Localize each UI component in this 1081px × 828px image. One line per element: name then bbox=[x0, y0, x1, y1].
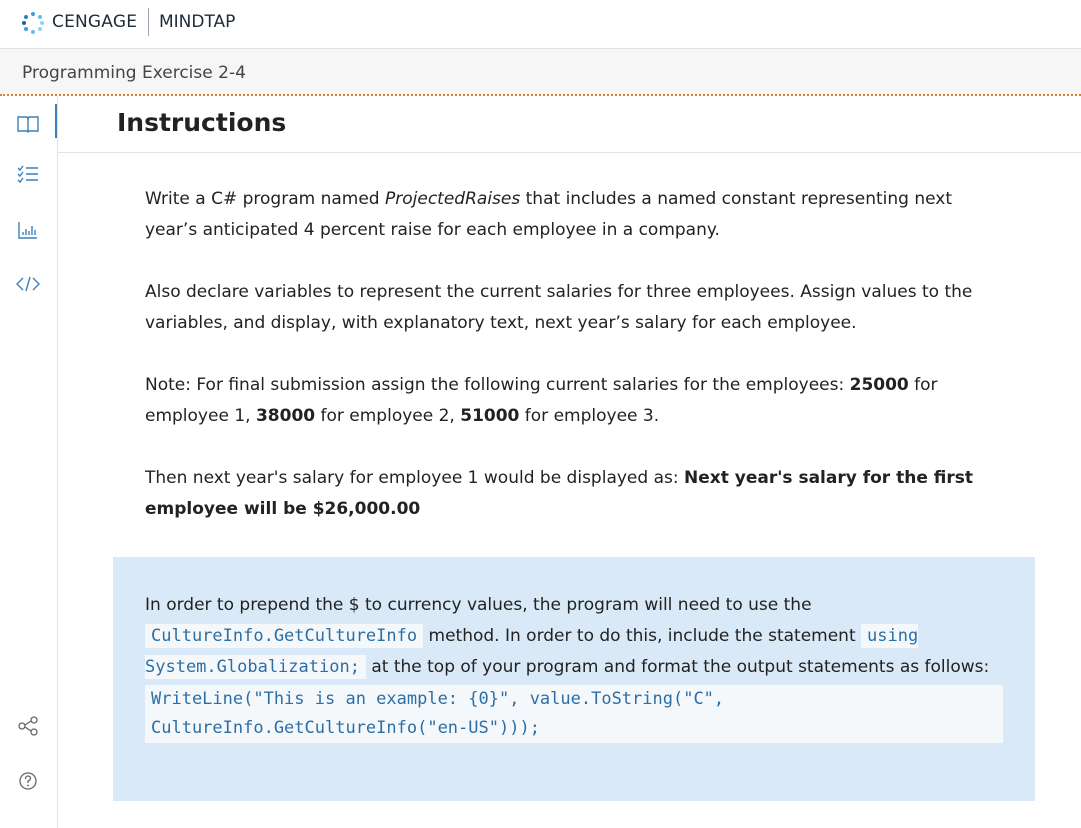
paragraph-1 bbox=[145, 184, 995, 246]
note-text-3: at the top of your program and format the output statements as follows: bbox=[365, 657, 990, 677]
inline-code-cultureinfo: CultureInfo.GetCultureInfo bbox=[145, 624, 423, 648]
instructions-title: Instructions bbox=[117, 108, 287, 137]
help-icon[interactable] bbox=[14, 767, 42, 795]
note-text-1: In order to prepend the $ to currency values, the program will need to use the bbox=[145, 595, 812, 615]
sidebar-active-indicator bbox=[55, 104, 57, 138]
chart-icon[interactable] bbox=[14, 216, 42, 244]
note-text bbox=[145, 590, 1005, 743]
brand-name: CENGAGE bbox=[52, 12, 138, 32]
paragraph-2 bbox=[145, 277, 995, 339]
share-icon[interactable] bbox=[14, 712, 42, 740]
program-name: ProjectedRaises bbox=[385, 189, 521, 209]
checklist-icon[interactable] bbox=[14, 160, 42, 188]
p3-text-d: for employee 3. bbox=[519, 406, 660, 426]
code-block-example: WriteLine("This is an example: {0}", value.ToString("C", CultureInfo.GetCultureInfo("en-US"))); bbox=[145, 685, 1003, 743]
p3-text-c: for employee 2, bbox=[315, 406, 461, 426]
p3-text-a: Note: For final submission assign the following current salaries for the employees: bbox=[145, 375, 850, 395]
code-icon[interactable] bbox=[14, 270, 42, 298]
book-icon[interactable] bbox=[14, 110, 42, 138]
salary-3: 51000 bbox=[460, 406, 520, 426]
paragraph-3 bbox=[145, 370, 995, 432]
salary-2: 38000 bbox=[255, 406, 316, 426]
top-bar bbox=[0, 0, 1081, 49]
p1-text-a: Write a C# program named bbox=[145, 189, 386, 209]
salary-1: 25000 bbox=[849, 375, 909, 395]
p4-text-a: Then next year's salary for employee 1 would be displayed as: bbox=[145, 468, 684, 488]
product-name: MINDTAP bbox=[159, 12, 236, 32]
paragraph-4 bbox=[145, 463, 995, 525]
note-paragraph bbox=[145, 590, 1005, 683]
p1-text-b: that includes a named constant representing next year’s anticipated 4 percent raise for each employee in a company. bbox=[145, 189, 952, 240]
instructions-body bbox=[145, 184, 995, 556]
p2-text: Also declare variables to represent the current salaries for three employees. Assign values to the variables, and display, with explanatory text, next year’s salary for each employee. bbox=[145, 282, 973, 333]
activity-title: Programming Exercise 2-4 bbox=[22, 63, 246, 83]
expected-output: Next year's salary for the first employee will be $26,000.00 bbox=[145, 468, 974, 519]
sidebar bbox=[0, 96, 58, 828]
brand-divider bbox=[148, 8, 149, 36]
note-text-2: method. In order to do this, include the statement bbox=[423, 626, 862, 646]
inline-code-using: using System.Globalization; bbox=[145, 626, 919, 677]
cengage-logo-icon bbox=[20, 10, 46, 36]
p3-text-b: for employee 1, bbox=[145, 375, 938, 426]
